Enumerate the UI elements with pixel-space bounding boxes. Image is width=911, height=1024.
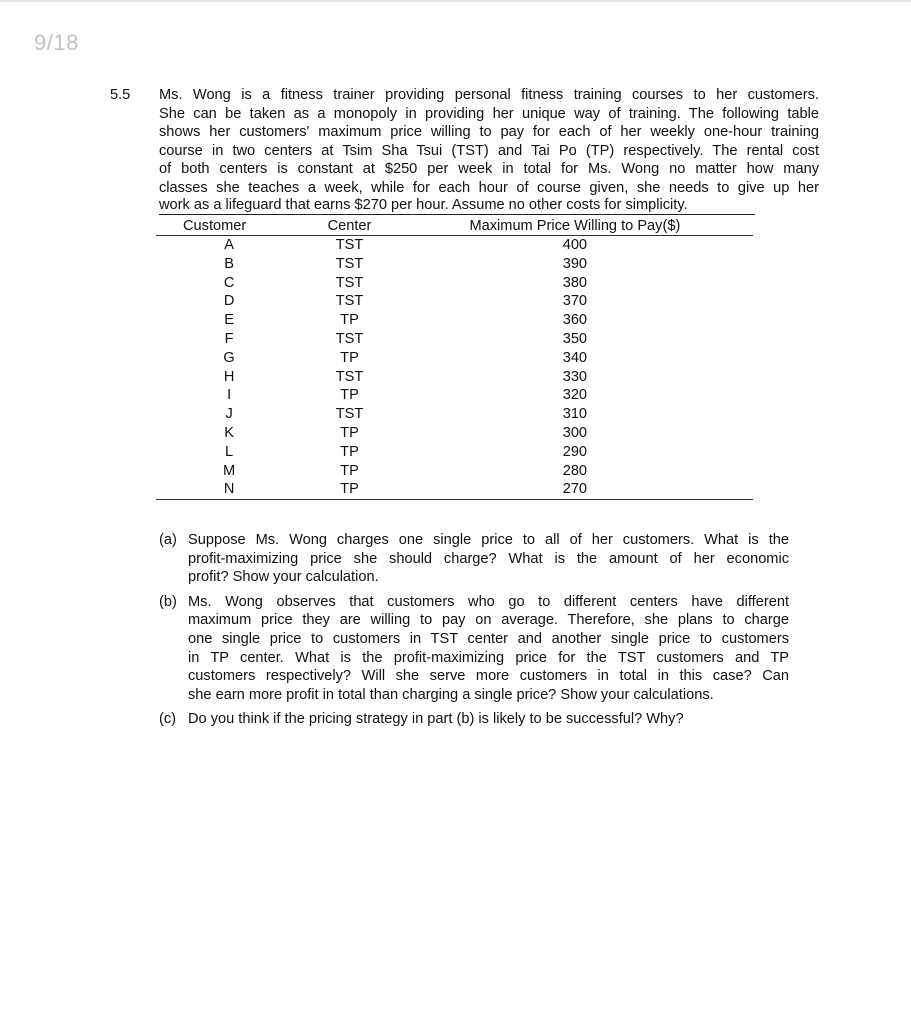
intro-line: of both centers is constant at $250 per week in total for Ms. Wong no matter how many bbox=[159, 161, 819, 177]
cell-center: TST bbox=[335, 368, 364, 385]
cell-price: 280 bbox=[562, 462, 588, 479]
cell-customer: B bbox=[224, 255, 234, 272]
part-label: (c) bbox=[159, 711, 177, 728]
part-b bbox=[159, 593, 789, 705]
header-center: Center bbox=[302, 217, 397, 236]
cell-price: 270 bbox=[397, 480, 753, 499]
table-row bbox=[156, 405, 753, 424]
cell-price: 290 bbox=[562, 443, 588, 460]
cell-center: TST bbox=[335, 274, 364, 291]
part-line: one single price to customers in TST center and another single price to customers bbox=[188, 630, 789, 647]
top-divider bbox=[0, 0, 911, 2]
question-intro bbox=[159, 86, 819, 215]
part-line: in TP center. What is the profit-maximizing price for the TST customers and TP bbox=[188, 649, 789, 666]
cell-center: TP bbox=[340, 312, 359, 329]
cell-price: 350 bbox=[562, 330, 588, 347]
part-line: customers respectively? Will she serve more customers in total in this case? Can bbox=[188, 668, 789, 685]
cell-customer: D bbox=[223, 293, 235, 310]
table-row bbox=[156, 424, 753, 443]
cell-price: 320 bbox=[562, 387, 588, 404]
cell-customer: A bbox=[224, 237, 234, 253]
part-label: (a) bbox=[159, 532, 177, 548]
cell-customer: K bbox=[224, 424, 234, 441]
cell-customer: N bbox=[156, 480, 302, 499]
intro-line: Ms. Wong is a fitness trainer providing personal fitness training courses to her customers. bbox=[159, 87, 819, 103]
part-line: she earn more profit in total than charging a single price? Show your calculations. bbox=[188, 686, 714, 703]
intro-line: She can be taken as a monopoly in providing her unique way of training. The following table bbox=[159, 105, 819, 122]
cell-customer: E bbox=[224, 312, 234, 329]
cell-customer: J bbox=[225, 406, 233, 423]
cell-customer: H bbox=[223, 368, 235, 385]
cell-price: 400 bbox=[562, 237, 588, 253]
table-header-row bbox=[156, 217, 753, 236]
cell-center: TST bbox=[335, 293, 364, 310]
part-a bbox=[159, 531, 789, 587]
table-row bbox=[156, 274, 753, 293]
question-number: 5.5 bbox=[110, 87, 131, 103]
cell-customer: I bbox=[227, 387, 232, 404]
table-row bbox=[156, 368, 753, 387]
cell-center: TP bbox=[340, 462, 359, 479]
table-row bbox=[156, 330, 753, 349]
cell-center: TP bbox=[340, 349, 359, 366]
cell-price: 370 bbox=[562, 293, 588, 310]
intro-line: shows her customers' maximum price willing to pay for each of her weekly one-hour training bbox=[159, 124, 819, 140]
part-line: Do you think if the pricing strategy in part (b) is likely to be successful? Why? bbox=[188, 711, 684, 728]
intro-line: work as a lifeguard that earns $270 per hour. Assume no other costs for simplicity. bbox=[159, 197, 755, 215]
cell-customer: C bbox=[223, 274, 235, 291]
part-line: maximum price they are willing to pay on average. Therefore, she plans to charge bbox=[188, 612, 789, 629]
page-counter: 9/18 bbox=[34, 30, 79, 55]
cell-center: TP bbox=[340, 424, 359, 441]
intro-line: classes she teaches a week, while for each hour of course given, she needs to give up her bbox=[159, 179, 819, 196]
part-line: Ms. Wong observes that customers who go to different centers have different bbox=[188, 593, 789, 610]
table-row bbox=[156, 349, 753, 368]
question-parts bbox=[159, 531, 789, 735]
intro-line: course in two centers at Tsim Sha Tsui (TST) and Tai Po (TP) respectively. The rental cost bbox=[159, 142, 819, 159]
table-row bbox=[156, 462, 753, 481]
part-line: profit? Show your calculation. bbox=[188, 569, 379, 586]
table-row bbox=[156, 480, 753, 499]
table-row bbox=[156, 292, 753, 311]
cell-customer: M bbox=[223, 462, 236, 479]
table-row bbox=[156, 386, 753, 405]
cell-price: 340 bbox=[562, 349, 588, 366]
part-line: Suppose Ms. Wong charges one single price to all of her customers. What is the bbox=[188, 532, 789, 548]
table-row bbox=[156, 236, 753, 255]
cell-customer: F bbox=[224, 330, 234, 347]
cell-price: 390 bbox=[562, 255, 588, 272]
cell-center: TST bbox=[335, 237, 364, 253]
cell-customer: L bbox=[225, 443, 234, 460]
cell-customer: G bbox=[223, 349, 235, 366]
cell-price: 300 bbox=[562, 424, 588, 441]
part-line: profit-maximizing price she should charge? What is the amount of her economic bbox=[188, 550, 789, 567]
cell-center: TST bbox=[335, 406, 364, 423]
cell-center: TP bbox=[340, 387, 359, 404]
cell-price: 330 bbox=[562, 368, 588, 385]
cell-center: TP bbox=[302, 480, 397, 499]
table-row bbox=[156, 311, 753, 330]
cell-price: 360 bbox=[562, 312, 588, 329]
cell-center: TST bbox=[335, 330, 364, 347]
table-row bbox=[156, 255, 753, 274]
table-row bbox=[156, 443, 753, 462]
willingness-to-pay-table bbox=[156, 217, 753, 500]
cell-price: 310 bbox=[562, 406, 588, 423]
header-max-price: Maximum Price Willing to Pay($) bbox=[397, 217, 753, 236]
cell-center: TP bbox=[340, 443, 359, 460]
cell-price: 380 bbox=[562, 274, 588, 291]
header-customer: Customer bbox=[156, 217, 302, 236]
part-c bbox=[159, 710, 789, 729]
cell-center: TST bbox=[335, 255, 364, 272]
part-label: (b) bbox=[159, 593, 177, 610]
